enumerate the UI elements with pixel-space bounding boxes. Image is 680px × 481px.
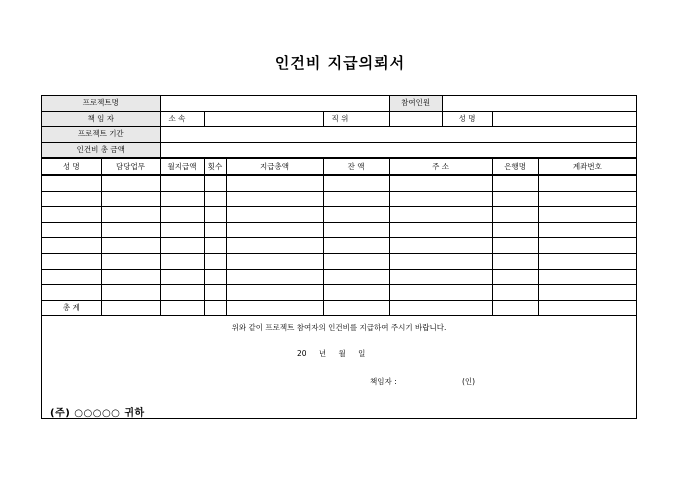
table-row xyxy=(42,207,636,223)
table-cell[interactable] xyxy=(160,222,204,238)
table-cell[interactable] xyxy=(389,191,492,207)
table-cell[interactable] xyxy=(160,175,204,191)
table-cell[interactable] xyxy=(492,175,538,191)
table-cell[interactable] xyxy=(323,269,389,285)
table-cell[interactable] xyxy=(492,269,538,285)
table-cell[interactable] xyxy=(389,207,492,223)
manager-label: 책 임 자 xyxy=(42,111,160,127)
period-field[interactable] xyxy=(160,127,636,143)
table-cell[interactable] xyxy=(101,253,160,269)
table-cell[interactable] xyxy=(42,238,101,254)
table-cell[interactable] xyxy=(389,238,492,254)
table-cell[interactable] xyxy=(101,222,160,238)
total-cell[interactable] xyxy=(538,300,636,316)
total-amount-row xyxy=(42,142,636,158)
project-name-label: 프로젝트명 xyxy=(42,96,160,111)
column-header: 월지급액 xyxy=(160,158,204,175)
name-field[interactable] xyxy=(492,111,636,127)
table-cell[interactable] xyxy=(204,175,226,191)
manager-row xyxy=(42,111,636,127)
column-header: 횟수 xyxy=(204,158,226,175)
total-cell[interactable] xyxy=(389,300,492,316)
total-cell[interactable] xyxy=(101,300,160,316)
document-title: 인건비 지급의뢰서 xyxy=(274,54,406,72)
table-cell[interactable] xyxy=(323,191,389,207)
signer-label: 책임자 : xyxy=(370,377,397,387)
table-cell[interactable] xyxy=(42,207,101,223)
table-cell[interactable] xyxy=(204,269,226,285)
table-cell[interactable] xyxy=(204,253,226,269)
total-cell[interactable] xyxy=(323,300,389,316)
table-cell[interactable] xyxy=(323,175,389,191)
table-cell[interactable] xyxy=(389,285,492,301)
table-cell[interactable] xyxy=(538,175,636,191)
table-row xyxy=(42,222,636,238)
project-row xyxy=(42,96,636,111)
table-cell[interactable] xyxy=(492,253,538,269)
total-cell[interactable] xyxy=(226,300,323,316)
table-cell[interactable] xyxy=(492,207,538,223)
table-cell[interactable] xyxy=(101,285,160,301)
table-cell[interactable] xyxy=(226,222,323,238)
table-cell[interactable] xyxy=(226,285,323,301)
name-label: 성 명 xyxy=(442,111,492,127)
table-cell[interactable] xyxy=(160,253,204,269)
table-row xyxy=(42,191,636,207)
table-row xyxy=(42,175,636,191)
table-cell[interactable] xyxy=(204,191,226,207)
form-footer xyxy=(42,316,636,424)
total-cell[interactable] xyxy=(204,300,226,316)
table-cell[interactable] xyxy=(492,285,538,301)
table-cell[interactable] xyxy=(323,238,389,254)
data-rows xyxy=(42,175,636,300)
table-cell[interactable] xyxy=(42,253,101,269)
table-cell[interactable] xyxy=(492,222,538,238)
date-line: 20 년 월 일 xyxy=(297,349,366,359)
column-header: 은행명 xyxy=(492,158,538,175)
table-row xyxy=(42,269,636,285)
position-field[interactable] xyxy=(389,111,442,127)
payment-request-form xyxy=(41,95,637,419)
total-amount-label: 인건비 총 금액 xyxy=(42,142,160,158)
column-header: 성 명 xyxy=(42,158,101,175)
affiliation-field[interactable] xyxy=(204,111,323,127)
table-cell[interactable] xyxy=(42,175,101,191)
total-cell[interactable] xyxy=(160,300,204,316)
table-cell[interactable] xyxy=(323,285,389,301)
table-cell[interactable] xyxy=(492,191,538,207)
table-cell[interactable] xyxy=(538,253,636,269)
table-cell[interactable] xyxy=(538,191,636,207)
column-header: 담당업무 xyxy=(101,158,160,175)
period-label: 프로젝트 기간 xyxy=(42,127,160,143)
column-header: 주 소 xyxy=(389,158,492,175)
recipient-line: (주) ○○○○○ 귀하 xyxy=(50,408,145,420)
table-cell[interactable] xyxy=(323,207,389,223)
table-cell[interactable] xyxy=(492,238,538,254)
table-cell[interactable] xyxy=(160,238,204,254)
column-header-row xyxy=(42,158,636,175)
table-cell[interactable] xyxy=(389,253,492,269)
request-statement: 위와 같이 프로젝트 참여자의 인건비를 지급하여 주시기 바랍니다. xyxy=(231,323,447,333)
total-label: 총 계 xyxy=(42,300,101,316)
table-cell[interactable] xyxy=(42,269,101,285)
column-header: 잔 액 xyxy=(323,158,389,175)
table-cell[interactable] xyxy=(204,207,226,223)
column-header: 계좌번호 xyxy=(538,158,636,175)
participants-field[interactable] xyxy=(442,96,636,111)
table-cell[interactable] xyxy=(204,222,226,238)
table-cell[interactable] xyxy=(538,238,636,254)
project-name-field[interactable] xyxy=(160,96,389,111)
table-cell[interactable] xyxy=(204,238,226,254)
column-header: 지급총액 xyxy=(226,158,323,175)
table-cell[interactable] xyxy=(160,191,204,207)
table-cell[interactable] xyxy=(226,175,323,191)
position-label: 직 위 xyxy=(323,111,389,127)
table-cell[interactable] xyxy=(389,222,492,238)
table-cell[interactable] xyxy=(42,191,101,207)
table-cell[interactable] xyxy=(323,222,389,238)
table-cell[interactable] xyxy=(101,175,160,191)
table-cell[interactable] xyxy=(160,207,204,223)
affiliation-label: 소 속 xyxy=(160,111,204,127)
table-row xyxy=(42,253,636,269)
table-cell[interactable] xyxy=(101,191,160,207)
period-row xyxy=(42,127,636,143)
table-cell[interactable] xyxy=(226,238,323,254)
table-cell[interactable] xyxy=(226,269,323,285)
table-cell[interactable] xyxy=(389,269,492,285)
table-cell[interactable] xyxy=(42,285,101,301)
table-cell[interactable] xyxy=(538,207,636,223)
total-cell[interactable] xyxy=(492,300,538,316)
total-amount-field[interactable] xyxy=(160,142,636,158)
table-cell[interactable] xyxy=(389,175,492,191)
table-cell[interactable] xyxy=(538,269,636,285)
seal-mark: (인) xyxy=(462,377,476,387)
table-cell[interactable] xyxy=(160,269,204,285)
total-row xyxy=(42,300,636,316)
table-cell[interactable] xyxy=(226,253,323,269)
table-cell[interactable] xyxy=(323,253,389,269)
table-cell[interactable] xyxy=(42,222,101,238)
form-table xyxy=(42,96,636,316)
table-cell[interactable] xyxy=(101,207,160,223)
table-cell[interactable] xyxy=(204,285,226,301)
table-cell[interactable] xyxy=(160,285,204,301)
table-cell[interactable] xyxy=(538,222,636,238)
table-cell[interactable] xyxy=(538,285,636,301)
table-cell[interactable] xyxy=(226,207,323,223)
participants-label: 참여인원 xyxy=(389,96,442,111)
table-row xyxy=(42,238,636,254)
table-cell[interactable] xyxy=(101,269,160,285)
table-cell[interactable] xyxy=(226,191,323,207)
table-row xyxy=(42,285,636,301)
table-cell[interactable] xyxy=(101,238,160,254)
